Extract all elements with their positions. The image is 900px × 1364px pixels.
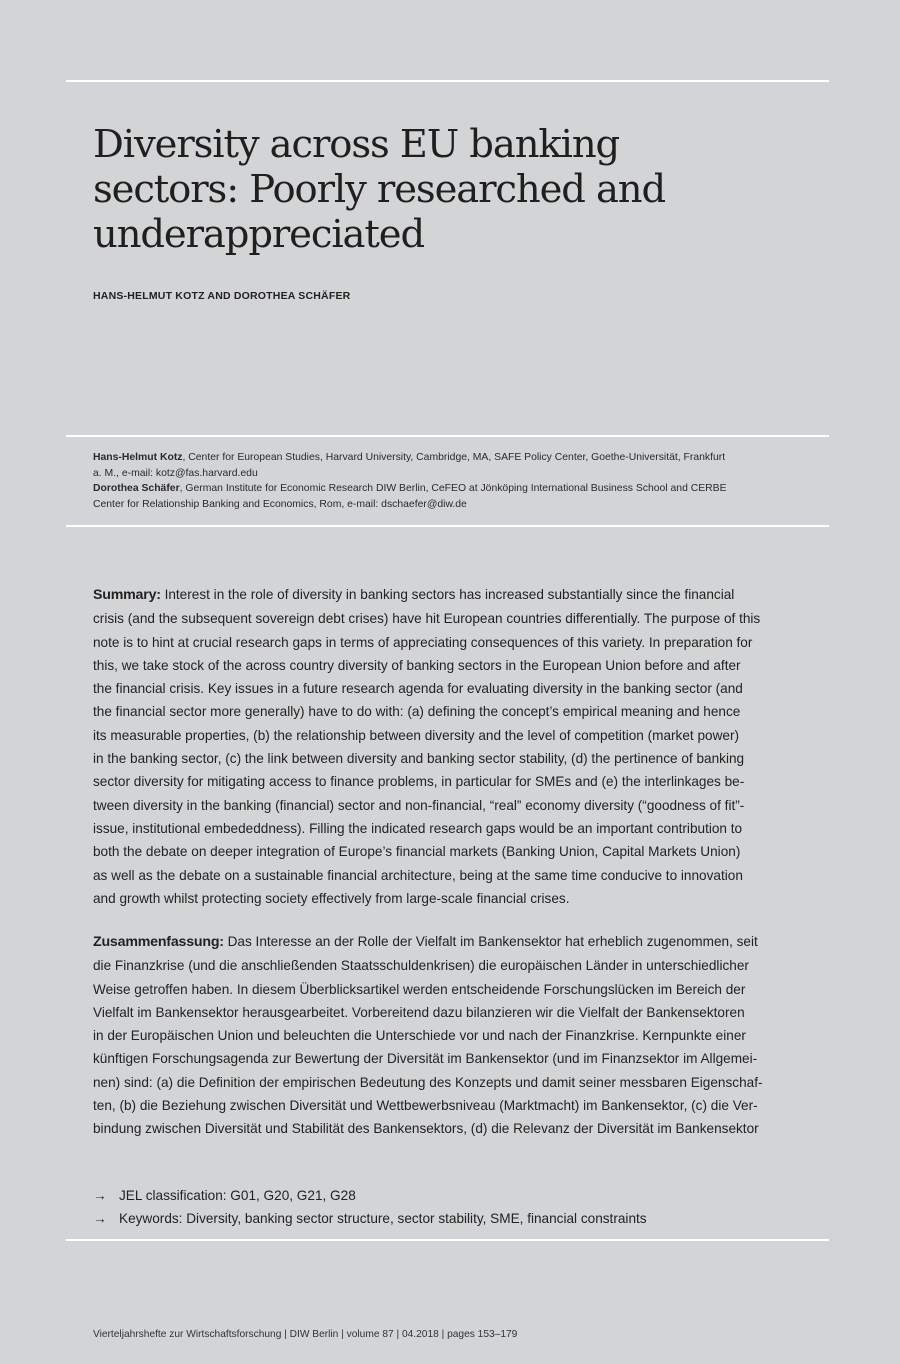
arrow-right-icon: → — [93, 1211, 107, 1226]
summary-line: crisis (and the subsequent sovereign debt crises) have hit European countries differentially. The purpose of this — [93, 611, 761, 627]
summary-line: sector diversity for mitigating access to finance problems, in particular for SMEs and (e) the interlinkages be- — [93, 774, 745, 790]
summary-text: Interest in the role of diversity in banking sectors has increased substantially since the financial — [160, 587, 735, 602]
top-rule — [66, 80, 829, 82]
zusammenfassung-line: in der Europäischen Union und beleuchten die Unterschiede vor und nach der Finanzkrise. Kernpunkte einer — [93, 1028, 746, 1044]
affiliation-text: , Center for European Studies, Harvard University, Cambridge, MA, SAFE Policy Center, Goethe-Universität, Frankfurt — [182, 452, 726, 463]
title-line: sectors: Poorly researched and — [93, 167, 666, 212]
author-byline: HANS-HELMUT KOTZ AND DOROTHEA SCHÄFER — [93, 290, 351, 302]
title-line: Diversity across EU banking — [93, 122, 620, 167]
summary-line: the financial crisis. Key issues in a future research agenda for evaluating diversity in the banking sector (and — [93, 681, 743, 697]
zusammenfassung-line: ten, (b) die Beziehung zwischen Diversität und Wettbewerbsniveau (Marktmacht) im Bankensektor, (c) die Ver- — [93, 1098, 758, 1114]
affiliations — [93, 450, 805, 512]
summary-line — [93, 583, 807, 607]
summary-line: as well as the debate on a sustainable financial architecture, being at the same time conducive to innovation — [93, 867, 743, 883]
zusammenfassung-line: künftigen Forschungsagenda zur Bewertung der Diversität im Bankensektor (und im Finanzsektor im Allgemei- — [93, 1051, 758, 1067]
affiliation-kotz — [93, 450, 805, 466]
jel-text: JEL classification: G01, G20, G21, G28 — [119, 1188, 356, 1203]
summary-line: tween diversity in the banking (financial) sector and non-financial, “real” economy diversity (“goodness of fit”- — [93, 797, 745, 813]
summary-line: this, we take stock of the across country diversity of banking sectors in the European Union before and after — [93, 657, 741, 673]
summary-line: the financial sector more generally) have to do with: (a) defining the concept’s empirical meaning and hence — [93, 704, 741, 720]
article-title — [93, 122, 813, 257]
affiliation-schaefer — [93, 481, 805, 497]
affiliation-text: , German Institute for Economic Research DIW Berlin, CeFEO at Jönköping International Business School and CERBE — [179, 483, 727, 494]
summary-paragraph — [93, 583, 807, 910]
summary-label: Summary: — [93, 587, 161, 603]
keywords — [93, 1207, 805, 1230]
summary-line: and growth whilst protecting society effectively from large-scale financial crises. — [93, 890, 570, 906]
zusammenfassung-line: die Finanzkrise (und die anschließenden Staatsschuldenkrisen) die europäischen Länder in unterschiedlicher — [93, 958, 749, 974]
zusammenfassung-line — [93, 930, 807, 954]
summary-line: both the debate on deeper integration of Europe’s financial markets (Banking Union, Capital Markets Union) — [93, 844, 741, 860]
author-name: Dorothea Schäfer — [93, 483, 180, 494]
bottom-rule — [66, 1239, 829, 1241]
summary-line: in the banking sector, (c) the link between diversity and banking sector stability, (d) the pertinence of banking — [93, 751, 745, 767]
zusammenfassung-line: Vielfalt im Bankensektor herausgearbeitet. Vorbereitend dazu bilanzieren wir die Vielfalt der Bankensektoren — [93, 1004, 745, 1020]
journal-footer: Vierteljahrshefte zur Wirtschaftsforschung | DIW Berlin | volume 87 | 04.2018 | pages 153–179 — [93, 1329, 518, 1340]
zusammenfassung-label: Zusammenfassung: — [93, 934, 224, 950]
zusammenfassung-paragraph — [93, 930, 807, 1141]
summary-line: note is to hint at crucial research gaps in terms of appreciating consequences of this variety. In preparation for — [93, 634, 753, 650]
zusammenfassung-text: Das Interesse an der Rolle der Vielfalt im Bankensektor hat erheblich zugenommen, seit — [223, 934, 758, 949]
summary-line: its measurable properties, (b) the relationship between diversity and the level of competition (market power) — [93, 727, 740, 743]
arrow-right-icon: → — [93, 1188, 107, 1203]
affiliation-text: Center for Relationship Banking and Economics, Rom, e-mail: dschaefer@diw.de — [93, 498, 467, 510]
summary-line: issue, institutional embededdness). Filling the indicated research gaps would be an important contribution to — [93, 820, 743, 836]
jel-classification — [93, 1184, 805, 1207]
zusammenfassung-line: bindung zwischen Diversität und Stabilität des Bankensektors, (d) die Relevanz der Diversität im Bankensektor — [93, 1121, 759, 1137]
keywords-text: Keywords: Diversity, banking sector structure, sector stability, SME, financial constraints — [119, 1211, 647, 1226]
affiliation-text: a. M., e-mail: kotz@fas.harvard.edu — [93, 467, 258, 479]
author-name: Hans-Helmut Kotz — [93, 452, 183, 463]
affiliation-top-rule — [66, 435, 829, 437]
title-line: underappreciated — [93, 212, 424, 257]
classification-block — [93, 1184, 805, 1230]
zusammenfassung-line: Weise getroffen haben. In diesem Überblicksartikel werden entscheidende Forschungslücken im Bereich der — [93, 981, 746, 997]
affiliation-bottom-rule — [66, 525, 829, 527]
zusammenfassung-line: nen) sind: (a) die Definition der empirischen Bedeutung des Konzepts und damit seiner messbaren Eigenschaf- — [93, 1074, 763, 1090]
